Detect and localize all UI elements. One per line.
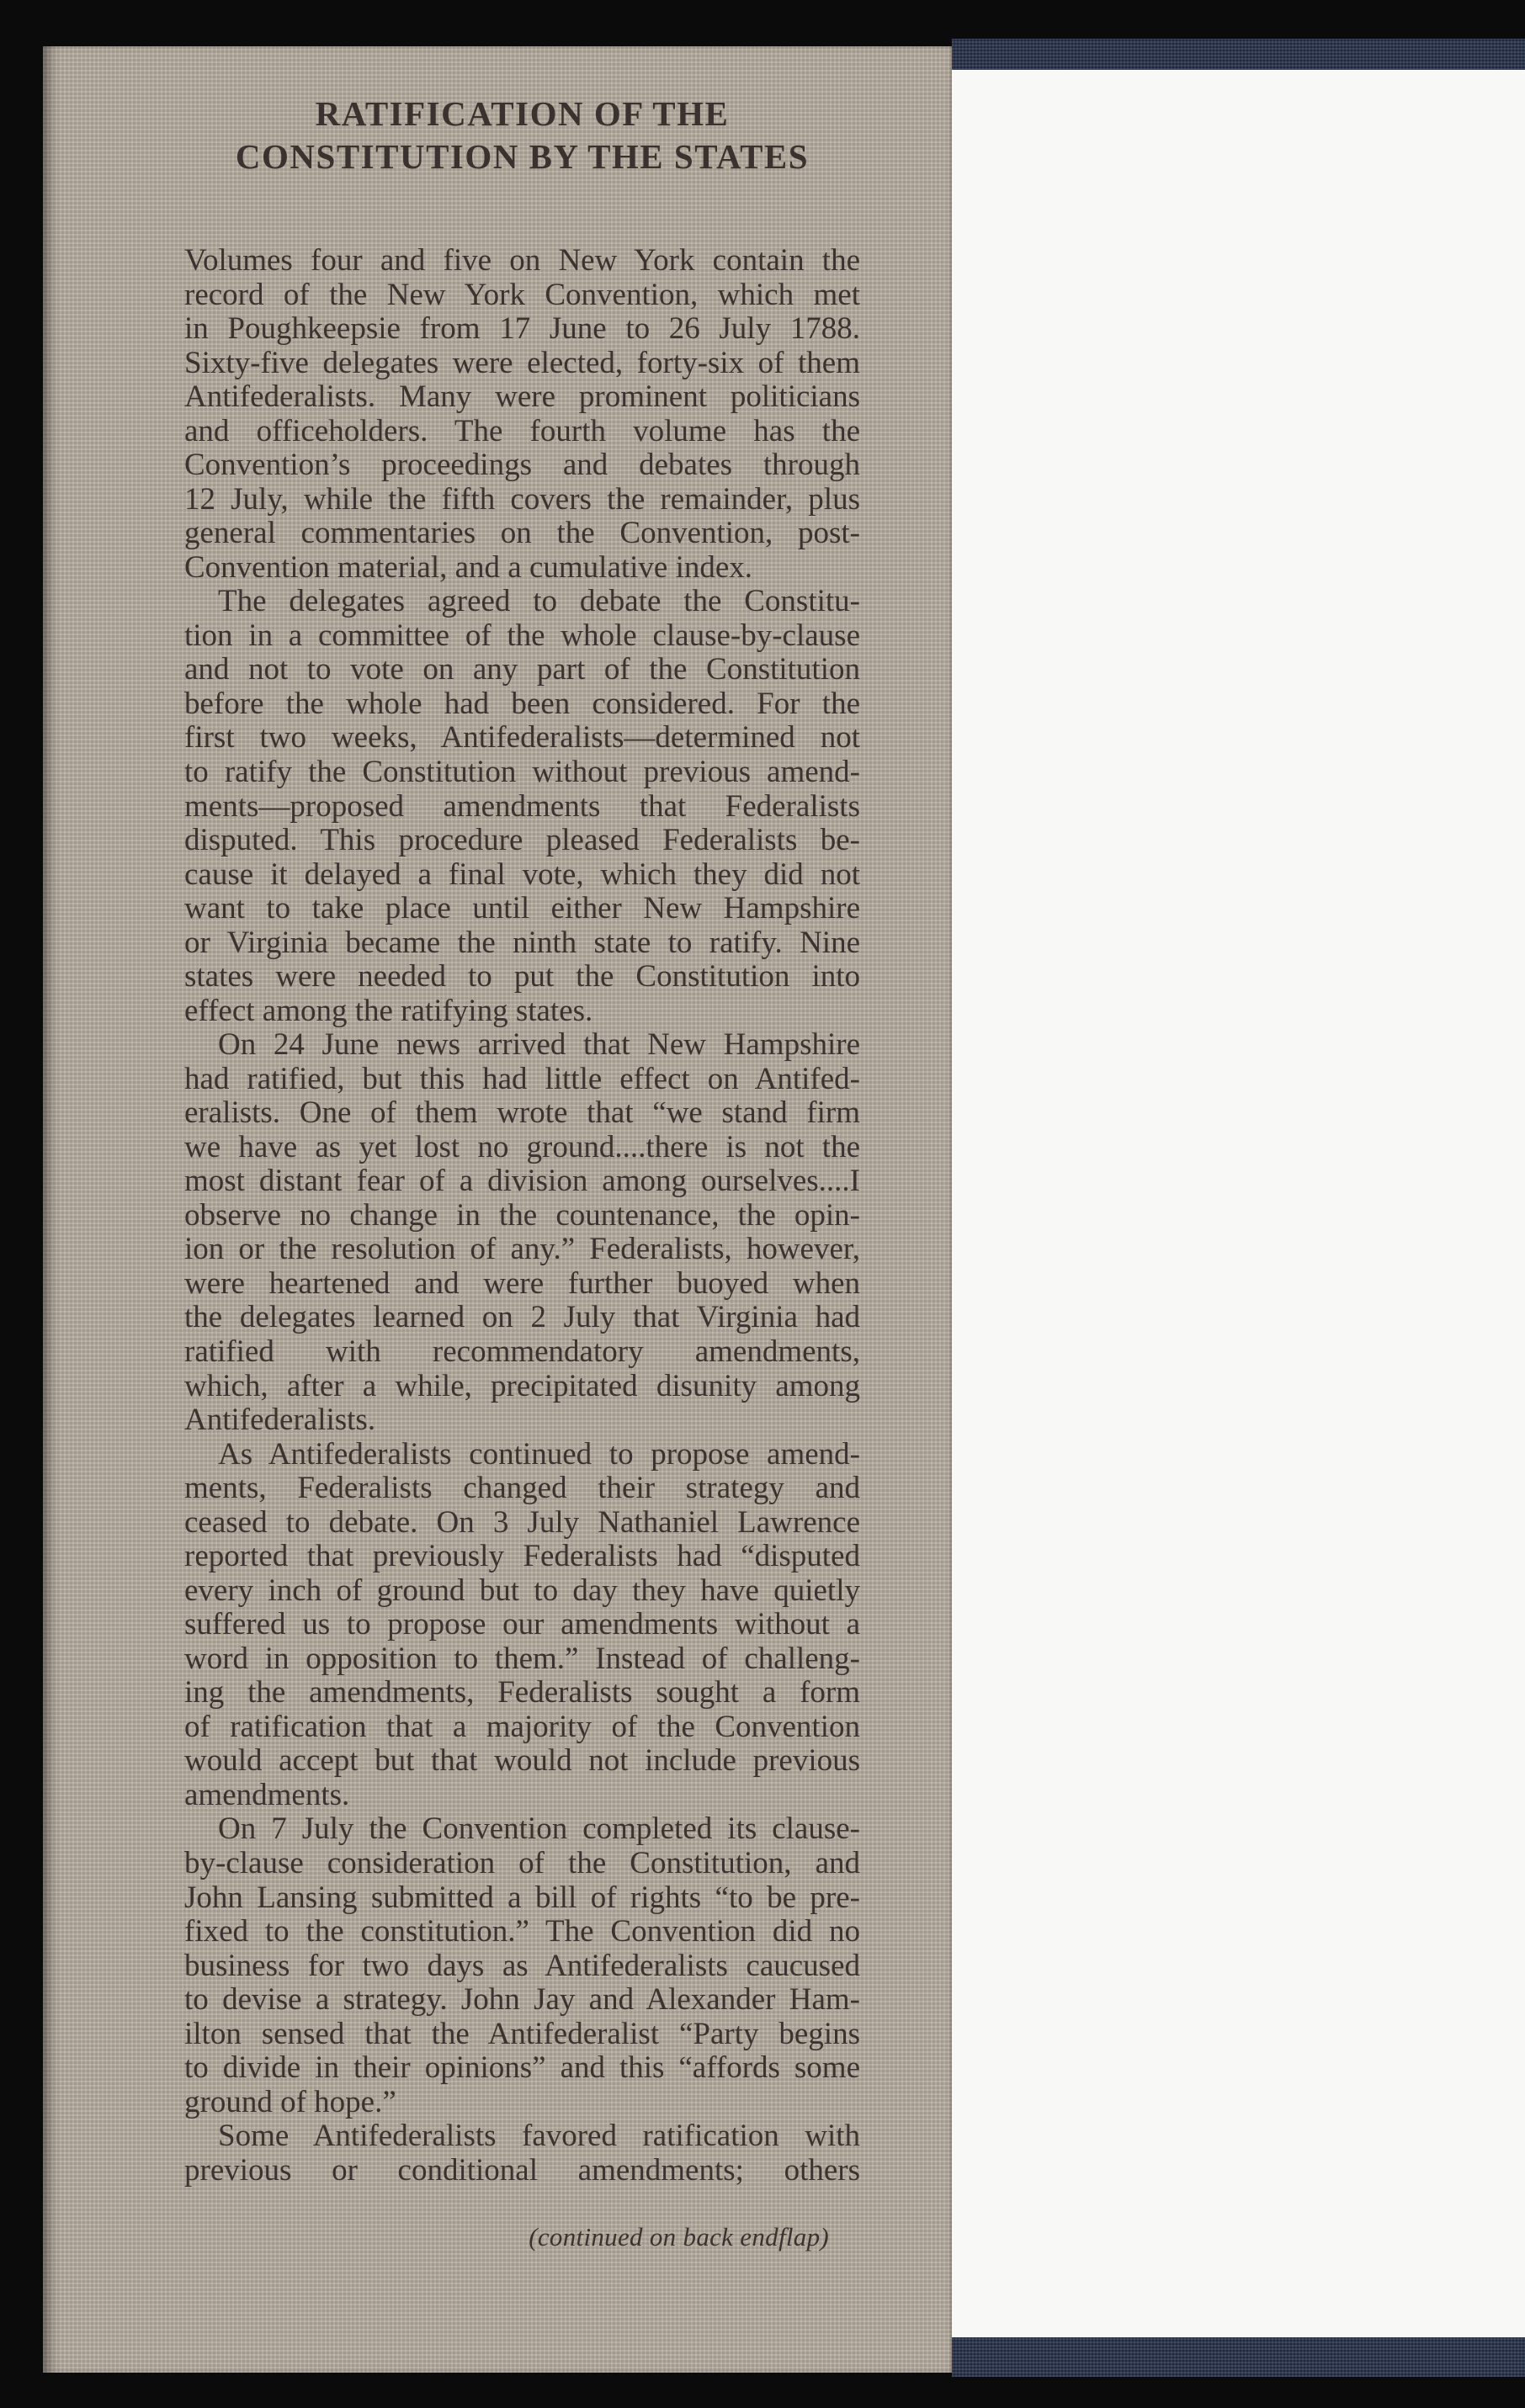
text-line: As Antifederalists continued to propose amend- (218, 1437, 860, 1472)
text-line: general commentaries on the Convention, post- (184, 517, 860, 551)
text-line: disputed. This procedure pleased Federalists be- (184, 824, 860, 858)
text-line: ceased to debate. On 3 July Nathaniel Lawrence (184, 1505, 860, 1540)
text-line: ments—proposed amendments that Federalists (184, 789, 860, 824)
text-line: we have as yet lost no ground....there is not the (184, 1130, 860, 1164)
text-line: which, after a while, precipitated disunity among (184, 1369, 860, 1403)
text-line: want to take place until either New Hampshire (184, 892, 860, 926)
text-line: every inch of ground but to day they have quietly (184, 1573, 860, 1608)
flap-title (184, 93, 860, 178)
text-line: reported that previously Federalists had “disputed (184, 1540, 860, 1574)
title-line-1: RATIFICATION OF THE (315, 94, 730, 133)
text-line: tion in a committee of the whole clause-by-clause (184, 618, 860, 653)
cloth-binding-bottom (952, 2337, 1525, 2377)
text-line: of ratification that a majority of the Convention (184, 1710, 860, 1744)
text-line: Antifederalists. Many were prominent politicians (184, 380, 860, 415)
text-line: would accept but that would not include previous (184, 1744, 860, 1779)
text-line: On 7 July the Convention completed its clause- (218, 1812, 860, 1847)
text-line: Convention material, and a cumulative index. (184, 550, 753, 585)
text-line: On 24 June news arrived that New Hampshire (218, 1028, 860, 1063)
paragraph (184, 1028, 860, 1437)
text-line: John Lansing submitted a bill of rights “to be pre- (184, 1880, 860, 1915)
text-line: ments, Federalists changed their strategy and (184, 1472, 860, 1506)
endpaper (952, 70, 1525, 2337)
text-line: ion or the resolution of any.” Federalists, however, (184, 1233, 860, 1267)
text-line: suffered us to propose our amendments without a (184, 1608, 860, 1642)
paragraph (184, 244, 860, 585)
text-line: had ratified, but this had little effect on Antifed- (184, 1062, 860, 1096)
text-line: or Virginia became the ninth state to ratify. Nine (184, 926, 860, 960)
text-line: record of the New York Convention, which met (184, 278, 860, 312)
paragraph (184, 1812, 860, 2119)
text-line: Volumes four and five on New York contain the (184, 244, 860, 278)
text-line: previous or conditional amendments; others (184, 2153, 860, 2188)
text-line: The delegates agreed to debate the Constitu- (218, 585, 860, 619)
text-line: ilton sensed that the Antifederalist “Party begins (184, 2017, 860, 2051)
text-line: 12 July, while the fifth covers the remainder, plus (184, 482, 860, 517)
cloth-binding-top (952, 39, 1525, 70)
continued-note: (continued on back endflap) (529, 2222, 829, 2252)
text-line: by-clause consideration of the Constitution, and (184, 1846, 860, 1880)
text-line: Antifederalists. (184, 1403, 376, 1438)
text-line: amendments. (184, 1778, 350, 1812)
text-line: cause it delayed a final vote, which they did not (184, 857, 860, 892)
text-line: Sixty-five delegates were elected, forty-six of them (184, 346, 860, 380)
text-line: Convention’s proceedings and debates through (184, 448, 860, 483)
text-line: before the whole had been considered. For the (184, 687, 860, 721)
text-line: states were needed to put the Constitution into (184, 960, 860, 994)
text-line: ground of hope.” (184, 2085, 396, 2119)
text-line: Some Antifederalists favored ratification with (218, 2119, 860, 2154)
paragraph (184, 2119, 860, 2188)
text-line: observe no change in the countenance, the opin- (184, 1198, 860, 1233)
text-line: business for two days as Antifederalists caucused (184, 1949, 860, 1983)
text-line: fixed to the constitution.” The Convention did no (184, 1915, 860, 1949)
text-line: the delegates learned on 2 July that Virginia had (184, 1301, 860, 1335)
text-line: first two weeks, Antifederalists—determined not (184, 721, 860, 756)
jacket-flap (43, 46, 952, 2373)
text-line: and not to vote on any part of the Constitution (184, 653, 860, 687)
text-line: to ratify the Constitution without previous amend- (184, 755, 860, 789)
text-line: to divide in their opinions” and this “affords some (184, 2051, 860, 2086)
body-text (184, 244, 860, 2188)
paragraph (184, 585, 860, 1028)
text-line: ing the amendments, Federalists sought a form (184, 1676, 860, 1711)
text-line: effect among the ratifying states. (184, 994, 593, 1028)
text-line: were heartened and were further buoyed when (184, 1266, 860, 1301)
text-line: in Poughkeepsie from 17 June to 26 July 1788. (184, 312, 860, 347)
text-line: eralists. One of them wrote that “we stand firm (184, 1096, 860, 1131)
paragraph (184, 1438, 860, 1813)
text-line: ratified with recommendatory amendments, (184, 1335, 860, 1369)
text-line: word in opposition to them.” Instead of challeng- (184, 1642, 860, 1676)
text-line: most distant fear of a division among ourselves....I (184, 1164, 860, 1199)
text-line: and officeholders. The fourth volume has the (184, 414, 860, 448)
title-line-2: CONSTITUTION BY THE STATES (235, 137, 810, 176)
text-line: to devise a strategy. John Jay and Alexander Ham- (184, 1983, 860, 2018)
